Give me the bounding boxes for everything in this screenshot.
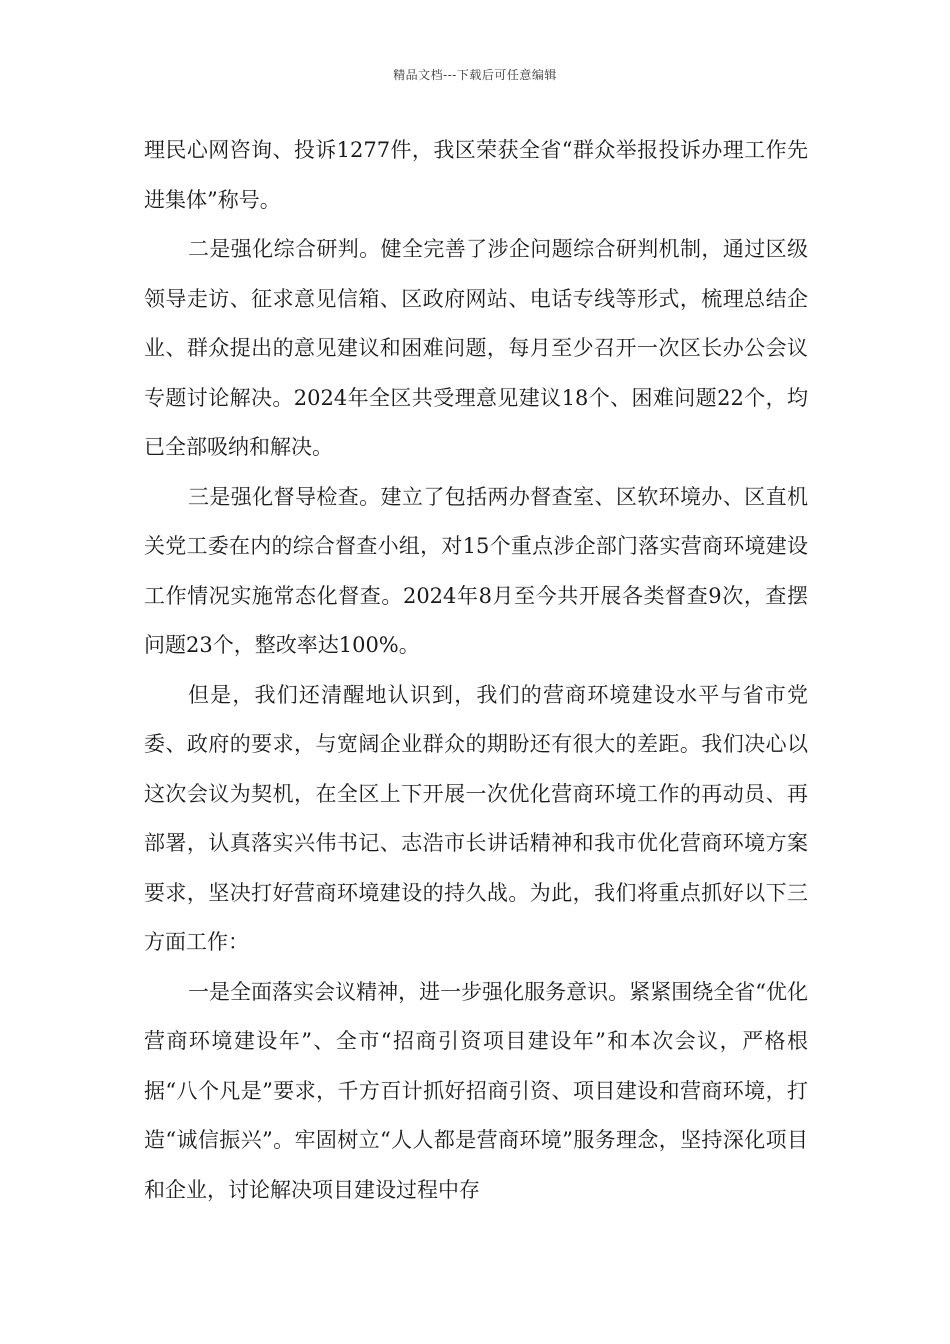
paragraph-continuation: 理民心网咨询、投诉1277件，我区荣获全省“群众举报投诉办理工作先进集体”称号。 xyxy=(144,138,808,212)
paragraph-supervision-inspection: 三是强化督导检查。建立了包括两办督查室、区软环境办、区直机关党工委在内的综合督查小组，对15个重点涉企部门落实营商环境建设工作情况实施常态化督查。2024年8月至今共开展各类督查9次，查摆问题23个，整改率达100%。 xyxy=(144,484,808,657)
paragraph-gap-and-plan: 但是，我们还清醒地认识到，我们的营商环境建设水平与省市党委、政府的要求，与宽阔企业群众的期盼还有很大的差距。我们决心以这次会议为契机，在全区上下开展一次优化营商环境工作的再动员、再部署，认真落实兴伟书记、志浩市长讲话精神和我市优化营商环境方案要求，坚决打好营商环境建设的持久战。为此，我们将重点抓好以下三方面工作： xyxy=(144,682,808,954)
document-body xyxy=(144,126,808,1215)
paragraph-implement-spirit: 一是全面落实会议精神，进一步强化服务意识。紧紧围绕全省“优化营商环境建设年”、全市“招商引资项目建设年”和本次会议，严格根据“八个凡是”要求，千方百计抓好招商引资、项目建设和营商环境，打造“诚信振兴”。牢固树立“人人都是营商环境”服务理念，坚持深化项目和企业，讨论解决项目建设过程中存 xyxy=(144,979,808,1202)
page-header: 精品文档---下载后可任意编辑 xyxy=(393,68,557,82)
paragraph-comprehensive-analysis: 二是强化综合研判。健全完善了涉企问题综合研判机制，通过区级领导走访、征求意见信箱、区政府网站、电话专线等形式，梳理总结企业、群众提出的意见建议和困难问题，每月至少召开一次区长办公会议专题讨论解决。2024年全区共受理意见建议18个、困难问题22个，均已全部吸纳和解决。 xyxy=(144,237,808,459)
